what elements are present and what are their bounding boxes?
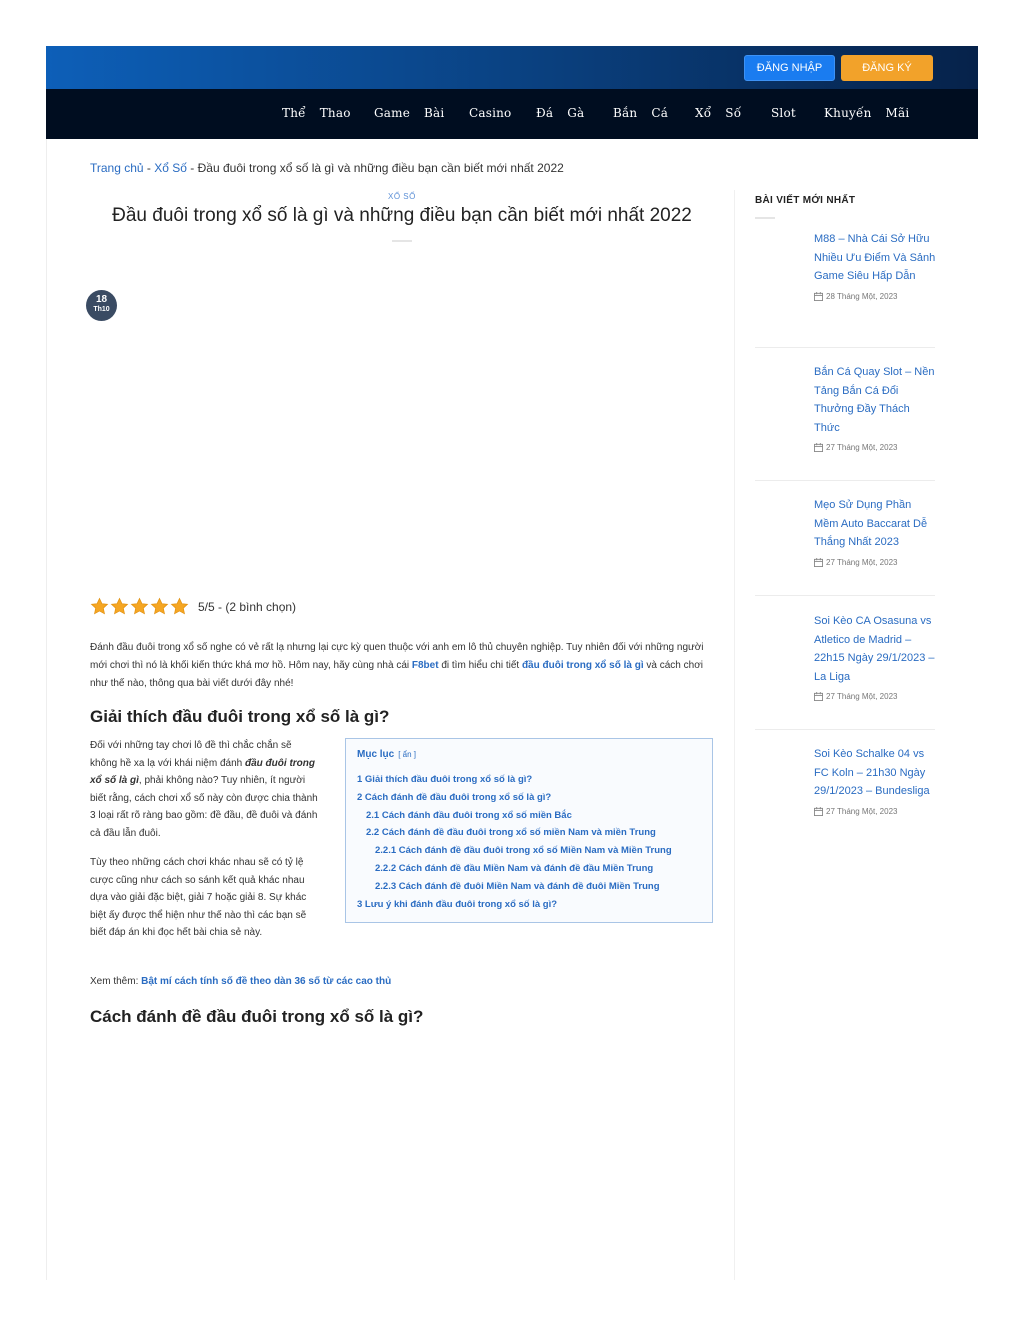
sidebar-post-date: [814, 292, 936, 301]
sidebar-post: [814, 230, 936, 301]
sidebar-post: [814, 612, 936, 701]
toc-toggle[interactable]: [ ẩn ]: [398, 750, 417, 759]
intro-text: Đánh đầu đuôi trong xổ số nghe có vẻ rất lạ nhưng lại cực kỳ quen thuộc với anh em lô thủ chuyên nghiệp. Tuy nhiên đối với những người mới chơi thì nó là khối kiến thức khá mơ hồ. Hôm nay, hãy cùng nhà cái: [90, 642, 704, 671]
toc-title: [357, 749, 701, 760]
post-category-tag[interactable]: XỔ SỐ: [388, 192, 416, 201]
section-heading-2: Cách đánh đề đầu đuôi trong xổ số là gì?: [90, 1007, 424, 1026]
keyword-link[interactable]: đầu đuôi trong xổ số là gì: [521, 660, 644, 671]
top-header-bar: [46, 46, 978, 89]
sidebar-post-date: [814, 443, 936, 452]
calendar-icon: [814, 558, 823, 567]
sidebar-post-link[interactable]: Bắn Cá Quay Slot – Nền Tảng Bắn Cá Đổi Thưởng Đầy Thách Thức: [814, 366, 935, 434]
toc-item[interactable]: 3 Lưu ý khi đánh đầu đuôi trong xổ số là gì?: [357, 898, 558, 910]
nav-item-slot[interactable]: Slot: [771, 106, 796, 120]
sidebar-post-date: [814, 558, 936, 567]
calendar-icon: [814, 807, 823, 816]
sidebar-post-link[interactable]: Soi Kèo CA Osasuna vs Atletico de Madrid – 22h15 Ngày 29/1/2023 – La Liga: [814, 615, 935, 683]
date-month: Th10: [93, 306, 110, 313]
see-also: [90, 976, 391, 987]
nav-item-khuyen-mai[interactable]: Khuyến Mãi: [824, 106, 910, 120]
intro-paragraph: [90, 639, 714, 693]
toc-item[interactable]: 2 Cách đánh đề đầu đuôi trong xổ số là gì?: [357, 791, 552, 803]
sidebar-post-divider: [755, 729, 935, 730]
sidebar-post-date-text: 27 Tháng Một, 2023: [826, 443, 898, 452]
sidebar-post-divider: [755, 480, 935, 481]
sidebar-post-link[interactable]: Soi Kèo Schalke 04 vs FC Koln – 21h30 Ngày 29/1/2023 – Bundesliga: [814, 748, 930, 797]
sidebar-post: [814, 745, 936, 816]
breadcrumb: [90, 161, 564, 175]
register-button[interactable]: ĐĂNG KÝ: [841, 55, 933, 81]
sidebar-post-date: [814, 692, 936, 701]
nav-item-game-bai[interactable]: Game Bài: [374, 106, 445, 120]
sidebar-post: [814, 363, 936, 452]
toc-item[interactable]: 2.2 Cách đánh đề đầu đuôi trong xổ số miền Nam và miền Trung: [366, 827, 656, 839]
toc-item[interactable]: 2.2.3 Cách đánh đề đuôi Miền Nam và đánh đề đuôi Miền Trung: [375, 880, 660, 892]
intro-text: và cách chơi như thế nào, thông qua bài viết dưới đây nhé!: [90, 660, 703, 689]
toc-item[interactable]: 2.2.1 Cách đánh đề đầu đuôi trong xổ số Miền Nam và Miền Trung: [375, 845, 672, 857]
emphasis-text: đầu đuôi trong xổ số là gì: [90, 757, 315, 786]
breadcrumb-home-link[interactable]: Trang chủ: [90, 161, 144, 175]
star-icon[interactable]: [90, 597, 109, 616]
paragraph-text: Đối với những tay chơi lô đề thì chắc chắn sẽ không hề xa lạ với khái niệm đánh: [90, 740, 292, 769]
breadcrumb-category-link[interactable]: Xổ Số: [154, 161, 187, 175]
breadcrumb-separator: -: [186, 161, 198, 175]
toc-item[interactable]: 1 Giải thích đầu đuôi trong xổ số là gì?: [357, 774, 533, 785]
date-day: 18: [95, 294, 108, 305]
star-icon[interactable]: [150, 597, 169, 616]
sidebar-divider: [734, 190, 735, 1280]
section-heading-1: Giải thích đầu đuôi trong xổ số là gì?: [90, 707, 390, 726]
breadcrumb-current: Đầu đuôi trong xổ số là gì và những điều bạn cần biết mới nhất 2022: [197, 161, 564, 175]
post-date-badge: [86, 290, 117, 321]
sidebar-post-date-text: 27 Tháng Một, 2023: [826, 806, 898, 816]
toc-title-text: Mục lục: [357, 749, 395, 760]
sidebar-post-divider: [755, 595, 935, 596]
section-1-text: [90, 737, 320, 954]
brand-link[interactable]: F8bet: [411, 660, 439, 671]
sidebar-post-date-text: 27 Tháng Một, 2023: [826, 692, 898, 701]
toc-item[interactable]: 2.1 Cách đánh đầu đuôi trong xổ số miền Bắc: [366, 809, 572, 821]
sidebar-post-link[interactable]: Mẹo Sử Dụng Phần Mềm Auto Baccarat Dễ Thắng Nhất 2023: [814, 499, 928, 548]
see-also-link[interactable]: Bật mí cách tính số đề theo dàn 36 số từ các cao thủ: [141, 976, 392, 987]
table-of-contents: [345, 738, 713, 923]
sidebar-title: BÀI VIẾT MỚI NHẤT: [755, 195, 856, 206]
intro-text: đi tìm hiểu chi tiết: [438, 660, 522, 671]
calendar-icon: [814, 292, 823, 301]
nav-item-da-ga[interactable]: Đá Gà: [536, 106, 585, 120]
star-icon[interactable]: [130, 597, 149, 616]
nav-item-ban-ca[interactable]: Bắn Cá: [613, 106, 669, 120]
sidebar-post-date: [814, 807, 936, 816]
star-icon[interactable]: [170, 597, 189, 616]
section-1-paragraph-1: [90, 737, 320, 842]
calendar-icon: [814, 443, 823, 452]
section-1-paragraph-2: Tùy theo những cách chơi khác nhau sẽ có tỷ lệ cược cũng như cách so sánh kết quả khác nhau dựa vào giải đặc biệt, giải 7 hoặc giải 8. Sự khác biệt ấy được thể hiện như thế nào thì các bạn sẽ biết đáp án khi đọc hết bài chia sẻ này.: [90, 857, 307, 938]
star-icon[interactable]: [110, 597, 129, 616]
sidebar-post-divider: [755, 347, 935, 348]
paragraph-text: , phải không nào? Tuy nhiên, ít người biết rằng, cách chơi xổ số này còn được chia thành 3 loại rất rõ ràng bao gồm: đề đầu, đề đuôi và đánh cả đầu lẫn đuôi.: [90, 775, 318, 839]
login-button[interactable]: ĐĂNG NHẬP: [744, 55, 835, 81]
sidebar-title-divider: [755, 217, 775, 219]
sidebar-post-date-text: 28 Tháng Một, 2023: [826, 291, 898, 301]
sidebar-post: [814, 496, 936, 567]
calendar-icon: [814, 692, 823, 701]
star-rating: [90, 597, 296, 616]
toc-item[interactable]: 2.2.2 Cách đánh đề đầu Miền Nam và đánh đề đầu Miền Trung: [375, 862, 654, 874]
see-also-label: Xem thêm:: [90, 976, 142, 987]
sidebar-post-date-text: 27 Tháng Một, 2023: [826, 557, 898, 567]
nav-item-the-thao[interactable]: Thể Thao: [282, 106, 351, 120]
rating-summary: 5/5 - (2 bình chọn): [198, 599, 297, 614]
title-divider: [392, 240, 412, 242]
page-title: Đầu đuôi trong xổ số là gì và những điều bạn cần biết mới nhất 2022: [112, 205, 692, 226]
sidebar-post-link[interactable]: M88 – Nhà Cái Sở Hữu Nhiều Ưu Điểm Và Sảnh Game Siêu Hấp Dẫn: [814, 233, 936, 282]
breadcrumb-separator: -: [143, 161, 155, 175]
nav-item-xo-so[interactable]: Xổ Số: [695, 106, 742, 120]
nav-item-casino[interactable]: Casino: [469, 106, 512, 120]
